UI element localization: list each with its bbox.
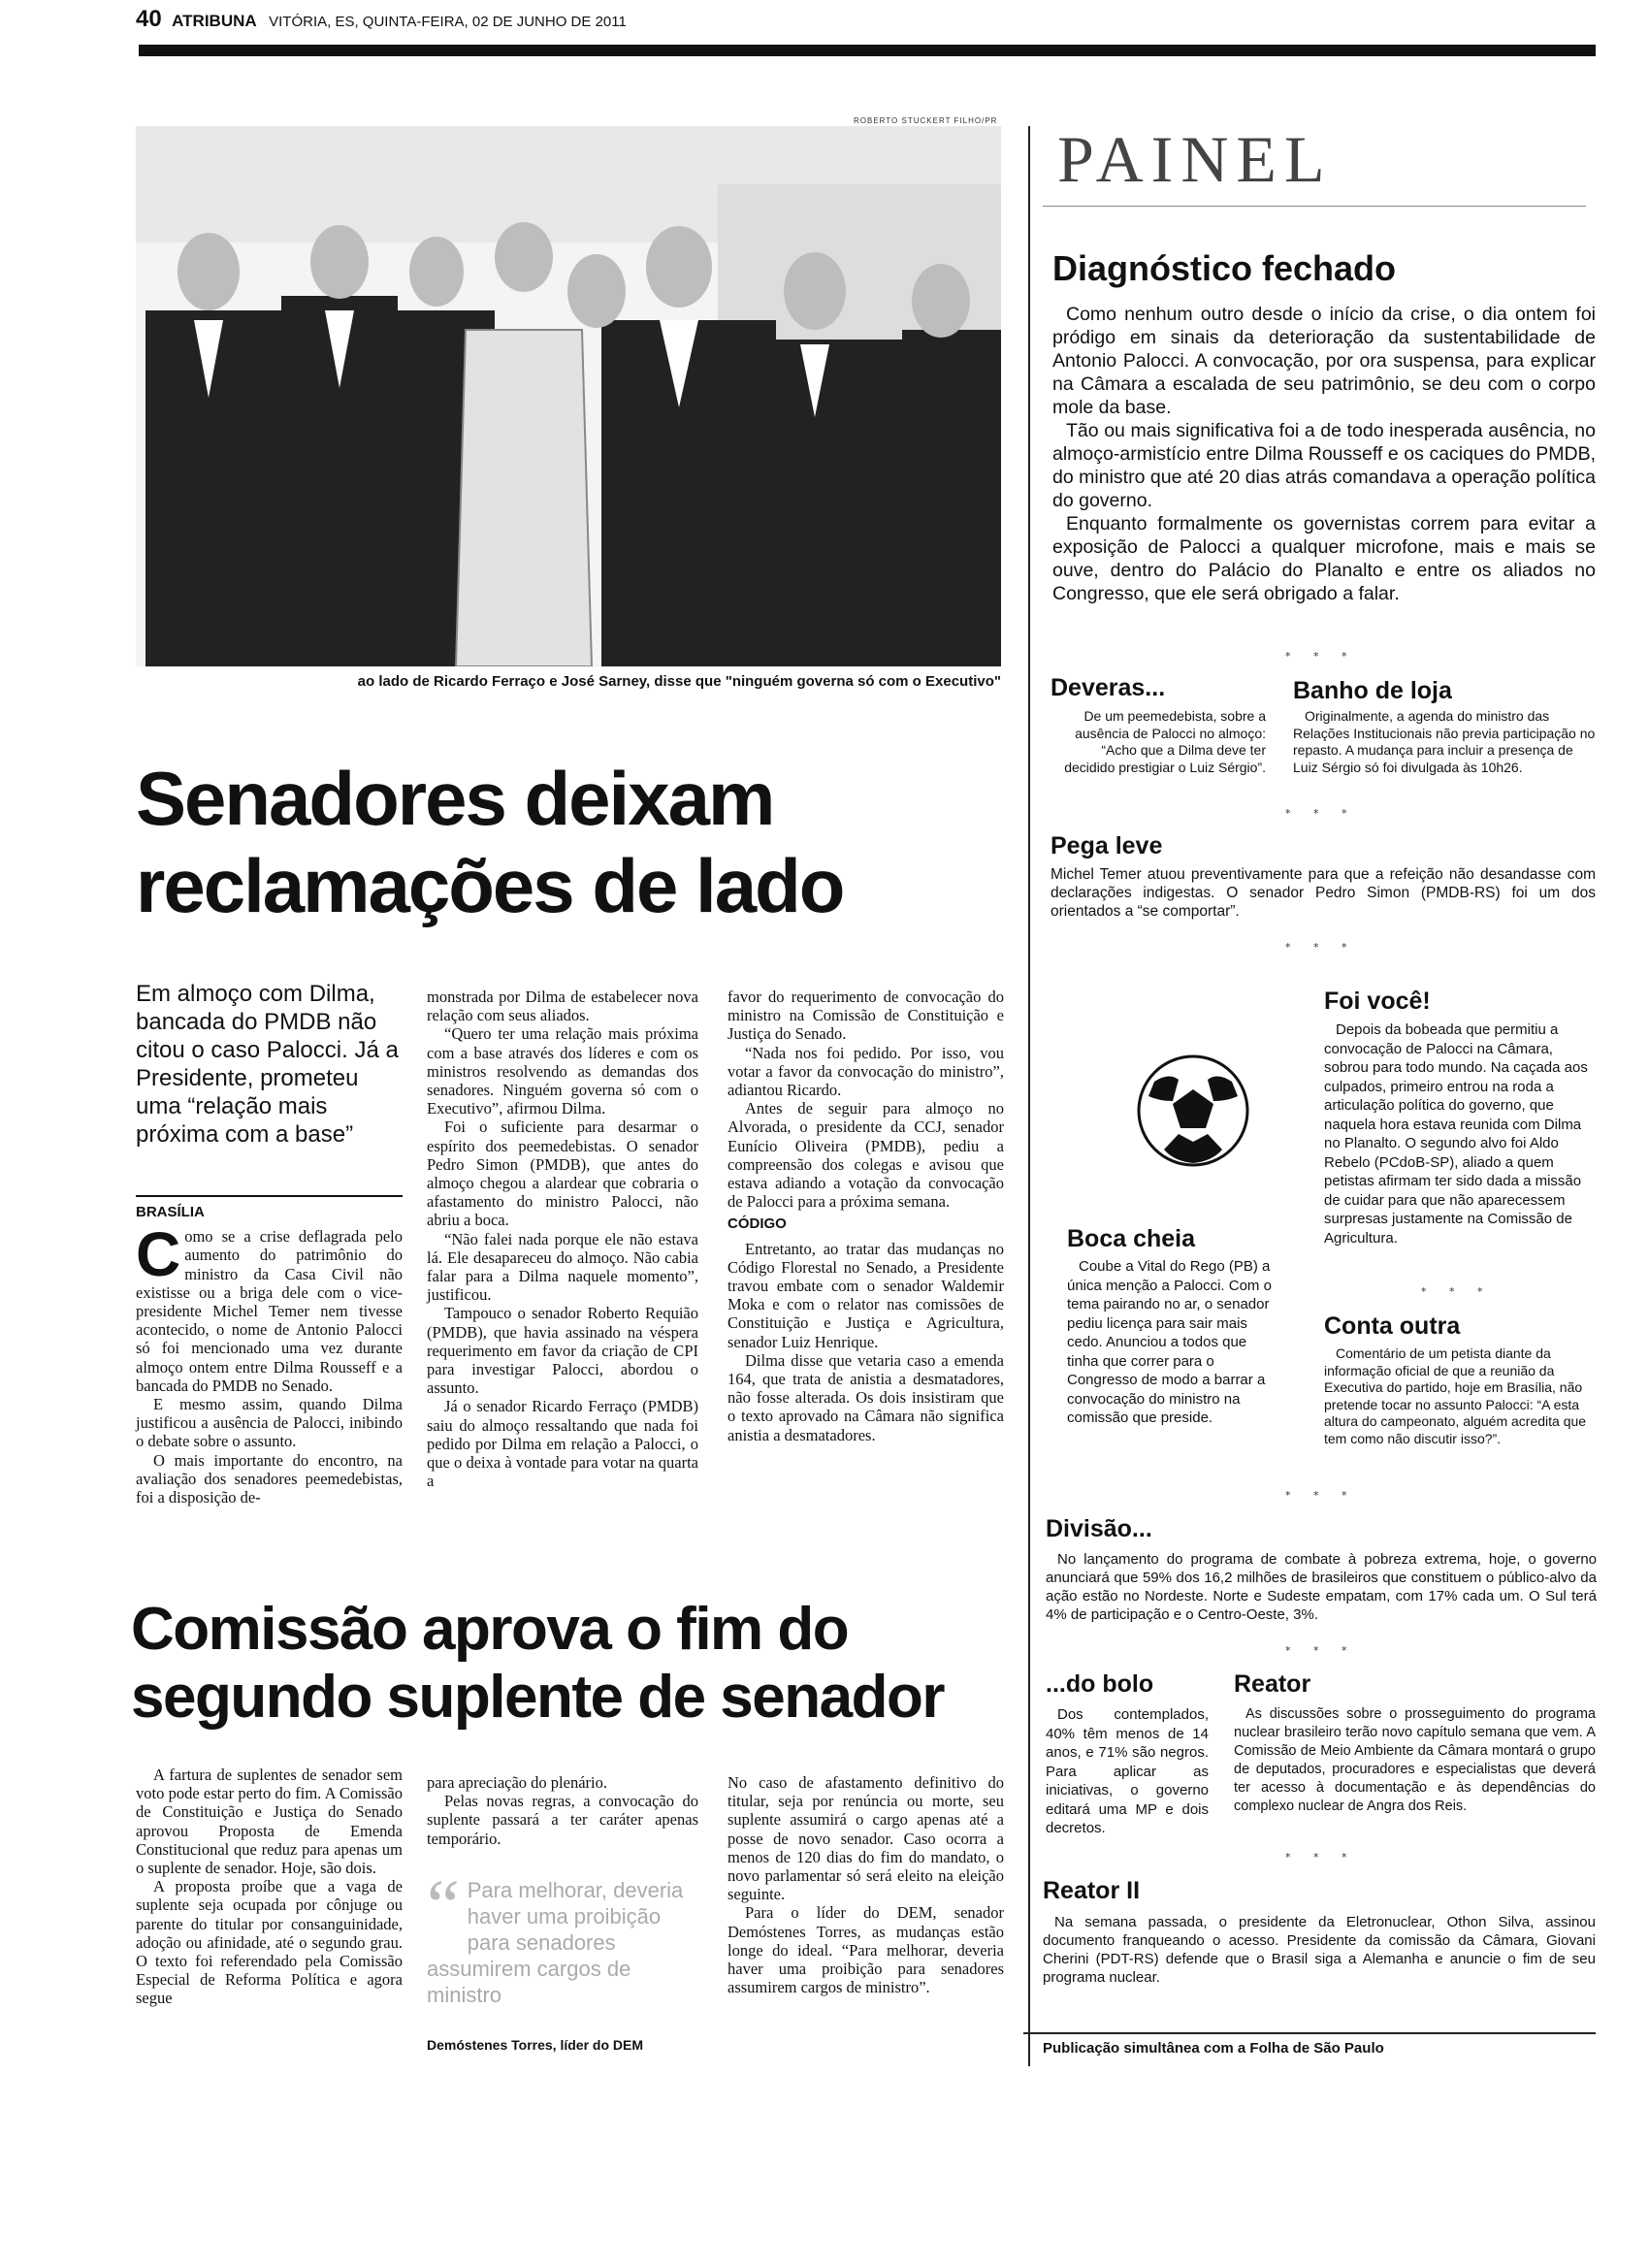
paragraph: Entretanto, ao tratar das mudanças no Código Florestal no Senado, a Presidente travou embate com o senador Waldemir Moka e com o relator nas comissões de Constituição e Justiça e Agricultura, senador Luiz Henrique. [728,1239,1004,1351]
syndication-footer: Publicação simultânea com a Folha de São Paulo [1043,2040,1384,2057]
painel-item-title: Boca cheia [1067,1225,1196,1252]
painel-item-body [1293,708,1596,776]
article1-column-2 [427,988,698,1490]
paragraph: Tão ou mais significativa foi a de todo inesperada ausência, no almoço-armistício entre Dilma Rousseff e os caciques do PMDB, do ministro que até 20 dias atrás comandava a operação política do governo. [1052,420,1596,511]
newspaper-brand: ATRIBUNA [172,12,257,30]
paragraph: Pelas novas regras, a convocação do suplente passará a ter caráter apenas temporário. [427,1792,698,1848]
section-separator: * * * [1285,1644,1357,1657]
article2-column-3 [728,1773,1004,1996]
headline-line: Comissão aprova o fim do [131,1596,849,1663]
paragraph: Michel Temer atuou preventivamente para que a refeição não desandasse com declarações indigestas. O senador Pedro Simon (PMDB-RS) foi um dos orientados a “se comportar”. [1051,866,1596,920]
paragraph: “Não falei nada porque ele não estava lá. Ele desapareceu do almoço. Não cabia falar para a Dilma naquele momento”, justificou. [427,1229,698,1305]
painel-item-body [1046,1705,1209,1838]
paragraph: Originalmente, a agenda do ministro das Relações Institucionais não previa participação no repasto. A mudança para incluir a presença de Luiz Sérgio só foi divulgada às 10h26. [1293,708,1596,775]
paragraph: Foi o suficiente para desarmar o espírito dos peemedebistas. O senador Pedro Simon (PMDB), que antes do almoço chegou a alardear que cobraria o afastamento do ministro Palocci, não abriu a boca. [427,1118,698,1230]
paragraph: Como nenhum outro desde o início da crise, o dia ontem foi pródigo em sinais da deterioração da sustentabilidade de Antonio Palocci. A convocação, por ora suspensa, para explicar na Câmara a escalada de seu patrimônio, se deu com o corpo mole da base. [1052,304,1596,418]
headline-line: reclamações de lado [136,843,844,928]
painel-item-body [1051,708,1266,776]
paragraph: Dos contemplados, 40% têm menos de 14 anos, e 71% são negros. Para aplicar as iniciativas, o governo editará uma MP e dois decretos. [1046,1706,1209,1836]
paragraph: A fartura de suplentes de senador sem voto pode estar perto do fim. A Comissão de Constituição e Justiça do Senado aprovou Proposta de Emenda Constitucional que reduz para apenas um o suplente de senador. Hoje, são dois. [136,1766,403,1878]
pull-quote [427,1865,698,2008]
section-separator: * * * [1285,650,1357,663]
painel-item-body [1046,1550,1597,1624]
drop-cap: C [136,1219,181,1290]
painel-item-title: Reator II [1043,1877,1141,1904]
painel-item-body [1052,303,1596,605]
painel-item-title: Conta outra [1324,1312,1461,1340]
painel-rule [1043,206,1586,207]
paragraph: Enquanto formalmente os governistas correm para evitar a exposição de Palocci a qualquer microfone, mais e mais se ouve, dentro do Palácio do Planalto e entre os aliados no Congresso, que ele será obrigado a falar. [1052,513,1596,604]
section-label: CÓDIGO [728,1215,787,1233]
paragraph: “Nada nos foi pedido. Por isso, vou votar a favor da convocação do ministro”, adiantou Ricardo. [728,1043,1004,1100]
dateline: VITÓRIA, ES, QUINTA-FEIRA, 02 DE JUNHO DE 2011 [269,14,627,30]
paragraph: Depois da bobeada que permitiu a convocação de Palocci na Câmara, sobrou para todo mundo. Na caçada aos culpados, primeiro entrou na roda a articulação política do governo, que naquela hora estava reunida com Dilma no Planalto. O segundo alvo foi Aldo Rebelo (PCdoB-SP), aliado a quem petistas afirmam ter sido dada a missão de cuidar para que não aparecessem surpresas justamente na Comissão de Agricultura. [1324,1021,1588,1247]
paragraph: “Quero ter uma relação mais próxima com a base através dos líderes e com os ministros resolvendo as demandas dos senadores. Ninguém governa só com o Executivo”, afirmou Dilma. [427,1024,698,1118]
article-deck: Em almoço com Dilma, bancada do PMDB não citou o caso Palocci. Já a Presidente, prometeu uma “relação mais próxima com a base” [136,981,399,1148]
headline-secondary [131,1596,1004,1732]
group-photo-illustration [136,126,1001,666]
painel-item-title: Deveras... [1051,674,1166,701]
pull-quote-attribution: Demóstenes Torres, líder do DEM [427,2037,644,2053]
soccer-ball-icon [1135,1053,1251,1169]
section-separator: * * * [1285,1489,1357,1502]
painel-item-title: ...do bolo [1046,1670,1154,1698]
painel-item-title: Banho de loja [1293,677,1452,704]
painel-item-body [1234,1705,1596,1816]
page-header [136,6,1600,35]
paragraph: Tampouco o senador Roberto Requião (PMDB), que havia assinado na véspera requerimento em favor da criação de CPI para investigar Palocci, abordou o assunto. [427,1304,698,1398]
painel-item-title: Reator [1234,1670,1311,1698]
paragraph: monstrada por Dilma de estabelecer nova relação com seus aliados. [427,988,698,1025]
footer-rule [1023,2032,1596,2034]
section-separator: * * * [1285,807,1357,820]
paragraph: favor do requerimento de convocação do ministro na Comissão de Constituição e Justiça do Senado. [728,988,1004,1044]
article1-column-3 [728,988,1004,1444]
photo-credit: ROBERTO STUCKERT FILHO/PR [854,116,998,125]
section-separator: * * * [1421,1285,1493,1298]
paragraph: De um peemedebista, sobre a ausência de Palocci no almoço: “Acho que a Dilma deve ter decidido prestigiar o Luiz Sérgio”. [1064,708,1266,775]
paragraph: A proposta proíbe que a vaga de suplente seja ocupada por cônjuge ou parente do titular por consanguinidade, adoção ou afinidade, até o segundo grau. O texto foi referendado pela Comissão Especial de Reforma Política e agora segue [136,1877,403,2008]
painel-item-body [1051,865,1596,921]
news-photo [136,126,1001,666]
painel-item-title: Pega leve [1051,832,1163,859]
pull-quote-text: Para melhorar, deveria haver uma proibição para senadores assumirem cargos de ministro [427,1878,684,2007]
painel-item-body [1324,1021,1598,1247]
painel-title: PAINEL [1057,122,1333,196]
section-separator: * * * [1285,941,1357,954]
paragraph: O mais importante do encontro, na avaliação dos senadores peemedebistas, foi a disposição de- [136,1450,403,1507]
paragraph: No caso de afastamento definitivo do titular, seja por renúncia ou morte, seu suplente assumirá o cargo apenas até a posse de novo senador. Caso ocorra a menos de 120 dias do fim do mandato, o novo parlamentar só será eleito na eleição seguinte. [728,1773,1004,1904]
photo-caption: ao lado de Ricardo Ferraço e José Sarney, disse que "ninguém governa só com o Executivo" [357,673,1001,690]
dateline-city: BRASÍLIA [136,1204,205,1220]
paragraph: omo se a crise deflagrada pelo aumento do patrimônio do ministro da Casa Civil não existisse ou a briga dele com o vice-presidente Michel Temer nem tivesse acontecido, o nome de Antonio Palocci só foi mencionado uma vez durante almoço ontem entre Dilma Rousseff e a bancada do PMDB no Senado. [136,1227,403,1395]
painel-item-title: Foi você! [1324,988,1431,1015]
deck-rule [136,1195,403,1197]
paragraph: E mesmo assim, quando Dilma justificou a ausência de Palocci, inibindo o debate sobre o assunto. [136,1395,403,1451]
paragraph: Para o líder do DEM, senador Demóstenes Torres, as mudanças estão longe do ideal. “Para melhorar, deveria haver uma proibição para senadores assumirem cargos de ministro”. [728,1903,1004,1997]
paragraph: Coube a Vital do Rego (PB) a única menção a Palocci. Com o tema pairando no ar, o senador pediu licença para sair mais cedo. Anunciou a todos que tinha que correr para o Congresso de modo a barrar a convocação do ministro na comissão que preside. [1067,1258,1272,1426]
article2-column-1 [136,1766,403,2008]
paragraph: Dilma disse que vetaria caso a emenda 164, que trata de anistia a desmatadores, não fosse alterada. Os dois insistiram que o texto aprovado na Câmara não significa anistia a desmatadores. [728,1350,1004,1444]
paragraph: Comentário de um petista diante da informação oficial de que a reunião da Executiva do partido, hoje em Brasília, não pretende tocar no assunto Palocci: “A esta altura do campeonato, alguém acredita que tem como não discutir isso?”. [1324,1345,1587,1446]
paragraph: Já o senador Ricardo Ferraço (PMDB) saiu do almoço ressaltando que nada foi pedido por Dilma em relação a Palocci, o que o deixa à vontade para votar na quarta a [427,1397,698,1491]
paragraph: No lançamento do programa de combate à pobreza extrema, hoje, o governo anunciará que 59% dos 16,2 milhões de brasileiros que constituem o público-alvo da ação estão no Nordeste. Norte e Sudeste empatam, com 17% cada um. O Sul terá 4% de participação e o Centro-Oeste, 3%. [1046,1551,1597,1623]
header-rule [139,45,1596,56]
article1-column-1 [136,1199,403,1507]
painel-item-body [1043,1913,1596,1987]
headline-main [136,755,1009,929]
headline-line: Senadores deixam [136,756,774,841]
painel-item-title: Divisão... [1046,1515,1152,1542]
section-separator: * * * [1285,1851,1357,1863]
column-divider [1028,126,1030,2066]
painel-item-body [1067,1257,1278,1428]
quote-mark-icon: “ [427,1865,460,1947]
paragraph: Antes de seguir para almoço no Alvorada, o presidente da CCJ, senador Eunício Oliveira (PMDB), pediu a compreensão dos colegas e avisou que estava adiando a votação da convocação de Palocci para a próxima semana. [728,1099,1004,1212]
paragraph: As discussões sobre o prosseguimento do programa nuclear brasileiro terão novo capítulo semana que vem. A Comissão de Meio Ambiente da Câmara montará o grupo de deputados, procuradores e especialistas que deverá ter acesso à documentação e às dependências do complexo nuclear de Angra dos Reis. [1234,1706,1596,1814]
article2-column-2 [427,1773,698,1848]
paragraph: para apreciação do plenário. [427,1773,607,1792]
painel-item-title: Diagnóstico fechado [1052,248,1397,288]
painel-item-body [1324,1345,1598,1447]
page-number: 40 [136,6,162,32]
paragraph: Na semana passada, o presidente da Eletronuclear, Othon Silva, assinou documento franqueando o acesso. Presidente da comissão da Câmara, Giovani Cherini (PDT-RS) defende que o Brasil siga a Alemanha e anuncie o fim de seu programa nuclear. [1043,1914,1596,1986]
headline-line: segundo suplente de senador [131,1664,944,1731]
